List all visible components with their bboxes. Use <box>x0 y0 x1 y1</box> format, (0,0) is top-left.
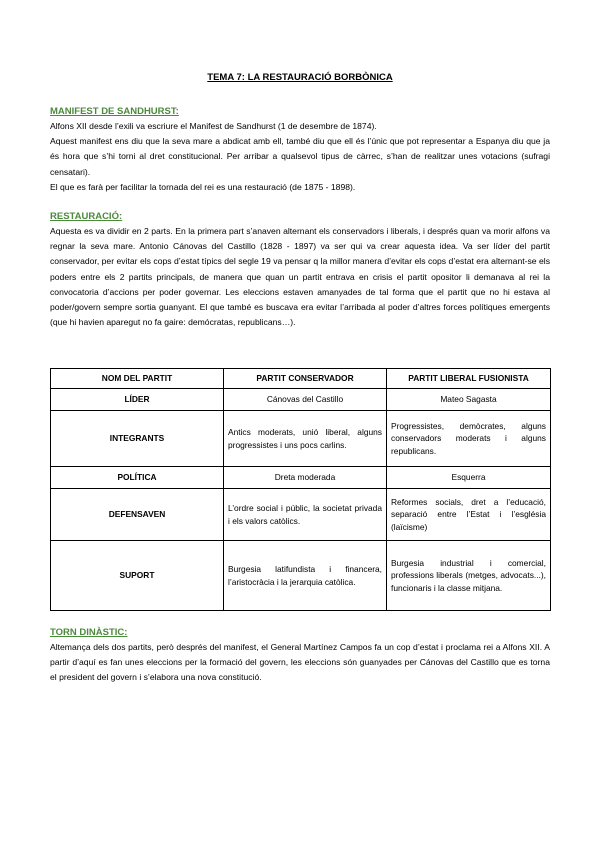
liberal-cell: Esquerra <box>387 467 551 489</box>
table-row <box>51 467 551 489</box>
torn-text: Altemança dels dos partits, però després del manifest, el General Martínez Campos fa un cop d’estat i proclama rei a Alfons XII. A partir d’aquí es fan unes eleccions per la formació del govern, les eleccions són guanyades per Cánovas del Castillo que es torna el president del govern i s’elabora una nova constitució. <box>50 642 550 683</box>
parties-table <box>50 368 551 611</box>
section-heading-restauracio: RESTAURACIÓ: <box>50 211 123 222</box>
conservador-cell: Dreta moderada <box>224 467 387 489</box>
table-header-row <box>51 369 551 389</box>
restauracio-paragraph <box>50 224 550 330</box>
section-heading-manifest: MANIFEST DE SANDHURST: <box>50 106 179 117</box>
table-header-cell: NOM DEL PARTIT <box>51 369 224 389</box>
liberal-cell: Progressistes, demòcrates, alguns conservadors moderats i alguns republicans. <box>387 411 551 467</box>
conservador-cell: Antics moderats, unió liberal, alguns progressistes i uns pocs carlins. <box>224 411 387 467</box>
page-title-text: TEMA 7: LA RESTAURACIÓ BORBÒNICA <box>207 72 393 83</box>
conservador-cell: L’ordre social i públic, la societat privada i els valors catòlics. <box>224 489 387 541</box>
restauracio-text: Aquesta es va dividir en 2 parts. En la primera part s’anaven alternant els conservadors i liberals, i després quan va morir alfons va regnar la seva mare. Antonio Cánovas del Castillo (1828 - 1897) va ser qui va crear aquesta idea. Va ser líder del partit conservador, per evitar els cops d’estat típics del segle 19 va pensar q la millor manera d’evitar els cops d’estat era alternant-se els poders entre els 2 partits principals, de manera que quan un partit entrava en crisis el partit opositor li demanava al rei la convocatoria d’accions per poder governar. Les eleccions estaven amanyades de tal forma que el partit que no hi estava al poder/govern sempre sortia guanyant. El que també es buscava era evitar l’arribada al poder d’altres forces polítiques emergents (que hi havien aparegut no fa gaire: demócratas, republicans…). <box>50 226 550 328</box>
table-header-cell: PARTIT LIBERAL FUSIONISTA <box>387 369 551 389</box>
table-row <box>51 411 551 467</box>
table-row <box>51 489 551 541</box>
manifest-paragraph <box>50 119 550 195</box>
manifest-line: Aquest manifest ens diu que la seva mare a abdicat amb ell, també diu que ell és l’únic que pot representar a Espanya diu que ja és hora que s’hi torni al dret constitucional. Per arribar a qualsevol tipus de càrrec, s’han de realitzar unes votacions (sufragi censatari). <box>50 136 550 177</box>
table-row <box>51 389 551 411</box>
row-label: SUPORT <box>51 541 224 611</box>
table-row <box>51 541 551 611</box>
torn-paragraph <box>50 640 550 686</box>
liberal-cell: Burgesia industrial i comercial, professions liberals (metges, advocats...), funcionaris i la classe mitjana. <box>387 541 551 611</box>
table-header-cell: PARTIT CONSERVADOR <box>224 369 387 389</box>
conservador-cell: Cánovas del Castillo <box>224 389 387 411</box>
conservador-cell: Burgesia latifundista i financera, l’aristocràcia i la jerarquia catòlica. <box>224 541 387 611</box>
row-label: DEFENSAVEN <box>51 489 224 541</box>
row-label: LÍDER <box>51 389 224 411</box>
section-heading-torn: TORN DINÀSTIC: <box>50 627 128 638</box>
page-title <box>50 72 550 83</box>
row-label: POLÍTICA <box>51 467 224 489</box>
liberal-cell: Mateo Sagasta <box>387 389 551 411</box>
manifest-line: Alfons XII desde l’exili va escriure el Manifest de Sandhurst (1 de desembre de 1874). <box>50 121 377 131</box>
manifest-line: El que es farà per facilitar la tornada del rei es una restauració (de 1875 - 1898). <box>50 181 356 192</box>
row-label: INTEGRANTS <box>51 411 224 467</box>
liberal-cell: Reformes socials, dret a l’educació, separació entre l’Estat i l’església (laïcisme) <box>387 489 551 541</box>
